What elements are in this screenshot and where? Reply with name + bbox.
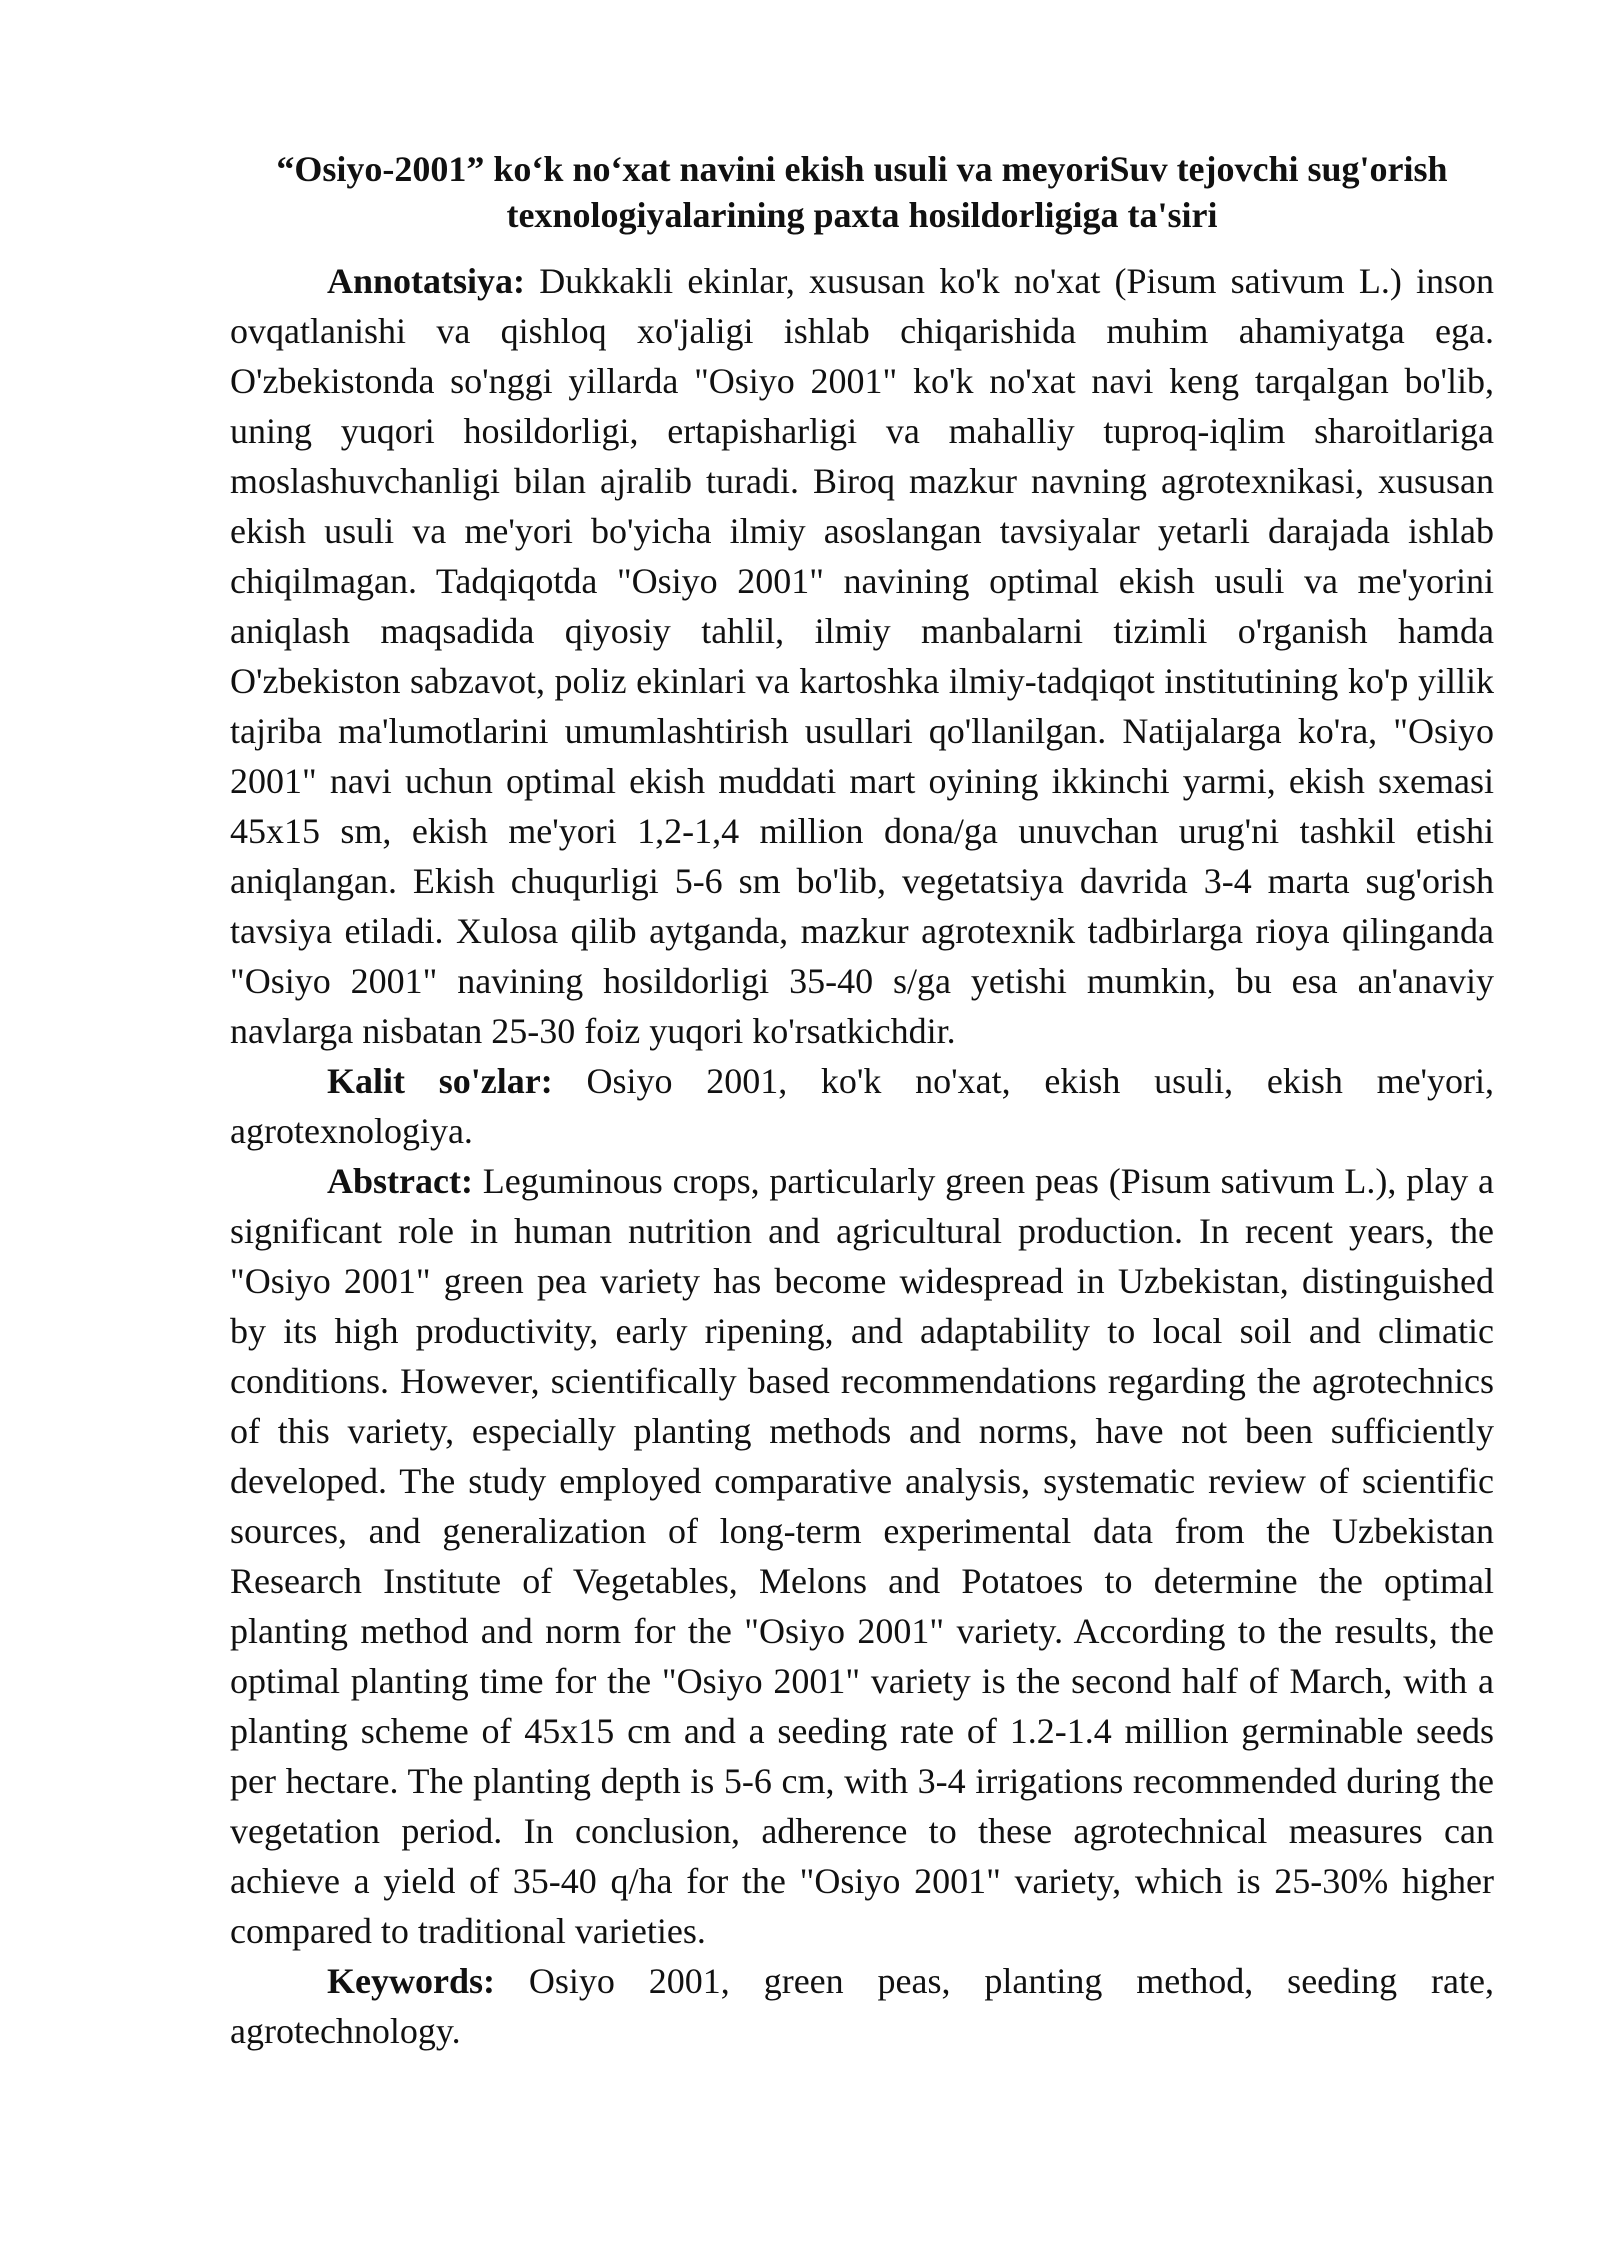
kalit-sozlar-label: Kalit so'zlar: bbox=[327, 1061, 553, 1101]
kalit-sozlar-text: Osiyo 2001, ko'k no'xat, ekish usuli, ekish me'yori, agrotexnologiya. bbox=[230, 1061, 1495, 1151]
annotatsiya-paragraph bbox=[230, 256, 1494, 1056]
abstract-text: Leguminous crops, particularly green peas (Pisum sativum L.), play a significant role in human nutrition and agricultural production. In recent years, the "Osiyo 2001" green pea variety has become widespread in Uzbekistan, distinguished by its high productivity, early ripening, and adaptability to local soil and climatic conditions. However, scientifically based recommendations regarding the agrotechnics of this variety, especially planting methods and norms, have not been sufficiently developed. The study employed comparative analysis, systematic review of scientific sources, and generalization of long-term experimental data from the Uzbekistan Research Institute of Vegetables, Melons and Potatoes to determine the optimal planting method and norm for the "Osiyo 2001" variety. According to the results, the optimal planting time for the "Osiyo 2001" variety is the second half of March, with a planting scheme of 45x15 cm and a seeding rate of 1.2-1.4 million germinable seeds per hectare. The planting depth is 5-6 cm, with 3-4 irrigations recommended during the vegetation period. In conclusion, adherence to these agrotechnical measures can achieve a yield of 35-40 q/ha for the "Osiyo 2001" variety, which is 25-30% higher compared to traditional varieties. bbox=[230, 1161, 1495, 1951]
abstract-label: Abstract: bbox=[327, 1161, 473, 1201]
kalit-sozlar-paragraph bbox=[230, 1056, 1494, 1156]
paper-page bbox=[230, 146, 1494, 2056]
paper-title: “Osiyo-2001” ko‘k no‘xat navini ekish usuli va meyoriSuv tejovchi sug'orish texnologiyalarining paxta hosildorligiga ta'siri bbox=[276, 149, 1448, 235]
annotatsiya-label: Annotatsiya: bbox=[327, 261, 526, 301]
keywords-label: Keywords: bbox=[327, 1961, 495, 2001]
annotatsiya-text: Dukkakli ekinlar, xususan ko'k no'xat (Pisum sativum L.) inson ovqatlanishi va qishloq xo'jaligi ishlab chiqarishida muhim ahamiyatga ega. O'zbekistonda so'nggi yillarda "Osiyo 2001" ko'k no'xat navi keng tarqalgan bo'lib, uning yuqori hosildorligi, ertapisharligi va mahalliy tuproq-iqlim sharoitlariga moslashuvchanligi bilan ajralib turadi. Biroq mazkur navning agrotexnikasi, xususan ekish usuli va me'yori bo'yicha ilmiy asoslangan tavsiyalar yetarli darajada ishlab chiqilmagan. Tadqiqotda "Osiyo 2001" navining optimal ekish usuli va me'yorini aniqlash maqsadida qiyosiy tahlil, ilmiy manbalarni tizimli o'rganish hamda O'zbekiston sabzavot, poliz ekinlari va kartoshka ilmiy-tadqiqot institutining ko'p yillik tajriba ma'lumotlarini umumlashtirish usullari qo'llanilgan. Natijalarga ko'ra, "Osiyo 2001" navi uchun optimal ekish muddati mart oyining ikkinchi yarmi, ekish sxemasi 45x15 sm, ekish me'yori 1,2-1,4 million dona/ga unuvchan urug'ni tashkil etishi aniqlangan. Ekish chuqurligi 5-6 sm bo'lib, vegetatsiya davrida 3-4 marta sug'orish tavsiya etiladi. Xulosa qilib aytganda, mazkur agrotexnik tadbirlarga rioya qilinganda "Osiyo 2001" navining hosildorligi 35-40 s/ga yetishi mumkin, bu esa an'anaviy navlarga nisbatan 25-30 foiz yuqori ko'rsatkichdir. bbox=[230, 261, 1494, 1051]
abstract-paragraph bbox=[230, 1156, 1494, 1956]
keywords-paragraph bbox=[230, 1956, 1494, 2056]
keywords-text: Osiyo 2001, green peas, planting method, seeding rate, agrotechnology. bbox=[230, 1961, 1494, 2051]
